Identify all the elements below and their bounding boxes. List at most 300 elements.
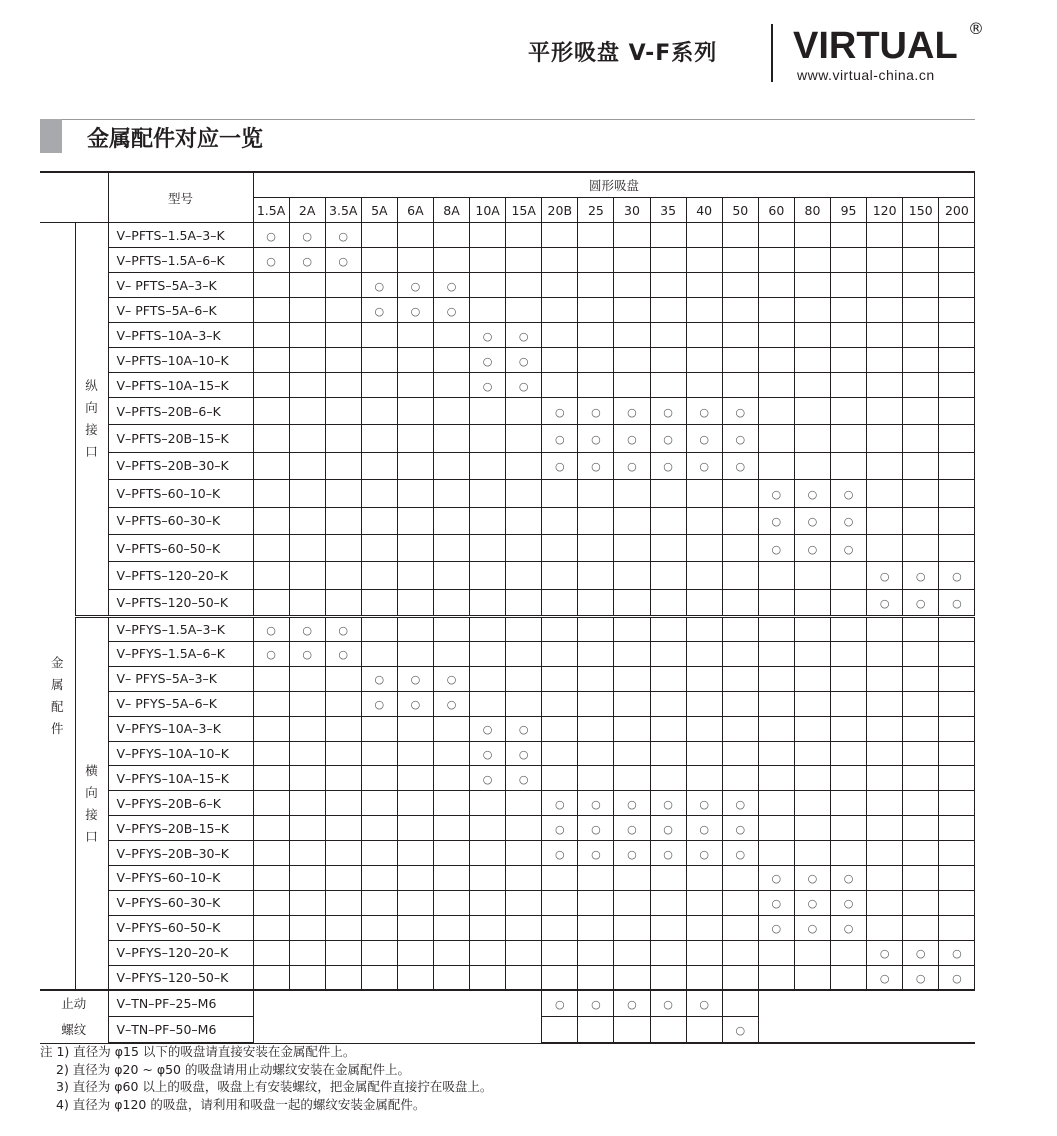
compat-cell xyxy=(542,890,578,915)
compat-cell xyxy=(650,965,686,990)
compat-cell xyxy=(506,666,542,691)
compat-cell xyxy=(831,890,867,915)
compat-cell xyxy=(289,223,325,248)
compat-cell xyxy=(722,791,758,816)
compat-cell xyxy=(289,791,325,816)
compat-cell xyxy=(253,965,289,990)
compat-cell xyxy=(758,425,794,452)
compatible-mark-icon: ○ xyxy=(554,797,565,811)
compat-cell xyxy=(794,348,830,373)
compat-cell xyxy=(831,562,867,589)
compat-cell xyxy=(903,562,939,589)
compat-cell xyxy=(397,589,433,616)
compat-cell xyxy=(361,273,397,298)
compat-cell xyxy=(433,866,469,891)
compat-cell xyxy=(361,915,397,940)
compat-cell xyxy=(253,507,289,534)
compat-cell xyxy=(614,766,650,791)
compat-cell xyxy=(325,791,361,816)
compat-cell xyxy=(867,965,903,990)
model-cell: V– PFTS–5A–6–K xyxy=(108,298,253,323)
compatible-mark-icon: ○ xyxy=(843,922,854,936)
compat-cell xyxy=(903,741,939,766)
compat-cell xyxy=(903,348,939,373)
compatible-mark-icon: ○ xyxy=(302,229,312,243)
compatible-mark-icon: ○ xyxy=(807,542,818,556)
header-row xyxy=(40,172,975,198)
compatible-mark-icon: ○ xyxy=(591,433,601,447)
compat-cell xyxy=(903,373,939,398)
compat-cell xyxy=(578,741,614,766)
compat-cell xyxy=(433,617,469,642)
compatible-mark-icon: ○ xyxy=(663,998,673,1012)
compat-cell xyxy=(253,816,289,841)
compat-cell xyxy=(397,373,433,398)
table-row xyxy=(40,940,975,965)
compatible-mark-icon: ○ xyxy=(482,723,493,737)
compat-cell xyxy=(325,507,361,534)
compat-cell xyxy=(903,890,939,915)
compat-cell xyxy=(325,915,361,940)
compatible-mark-icon: ○ xyxy=(663,405,673,419)
compat-cell xyxy=(867,642,903,667)
compat-cell xyxy=(361,589,397,616)
compat-cell xyxy=(470,791,506,816)
compat-cell xyxy=(722,562,758,589)
subgroup-label xyxy=(75,617,108,990)
compat-cell xyxy=(867,398,903,425)
table-row xyxy=(40,866,975,891)
table-row xyxy=(40,617,975,642)
compat-cell xyxy=(758,562,794,589)
compat-cell xyxy=(433,741,469,766)
compatible-mark-icon: ○ xyxy=(699,433,709,447)
compat-cell xyxy=(397,452,433,479)
table-row xyxy=(40,223,975,248)
compat-cell xyxy=(903,273,939,298)
compat-cell xyxy=(867,373,903,398)
compat-cell xyxy=(650,425,686,452)
compat-cell xyxy=(433,716,469,741)
size-header: 150 xyxy=(903,198,939,223)
compat-cell xyxy=(470,507,506,534)
compat-cell xyxy=(686,398,722,425)
compat-cell xyxy=(542,816,578,841)
compat-cell xyxy=(758,965,794,990)
compatible-mark-icon: ○ xyxy=(410,673,421,687)
table-row xyxy=(40,480,975,507)
compat-cell xyxy=(614,816,650,841)
compat-cell xyxy=(867,589,903,616)
compat-cell xyxy=(470,915,506,940)
compatible-mark-icon: ○ xyxy=(518,723,529,737)
compat-cell xyxy=(722,691,758,716)
compatible-mark-icon: ○ xyxy=(879,570,890,584)
compat-cell xyxy=(253,642,289,667)
compat-cell xyxy=(578,617,614,642)
compat-cell xyxy=(433,273,469,298)
compat-cell xyxy=(433,589,469,616)
compat-cell xyxy=(578,348,614,373)
model-cell: V–PFYS–20B–30–K xyxy=(108,841,253,866)
compat-cell xyxy=(650,298,686,323)
compat-cell xyxy=(614,452,650,479)
compatible-mark-icon: ○ xyxy=(266,254,276,268)
compatible-mark-icon: ○ xyxy=(735,847,746,861)
compat-cell xyxy=(542,741,578,766)
compat-cell xyxy=(253,425,289,452)
compat-cell xyxy=(686,248,722,273)
table-row xyxy=(40,425,975,452)
size-header: 2A xyxy=(289,198,325,223)
compat-cell xyxy=(939,589,975,616)
compat-cell xyxy=(686,507,722,534)
compat-cell xyxy=(361,248,397,273)
compatible-mark-icon: ○ xyxy=(735,433,746,447)
compat-cell xyxy=(325,866,361,891)
compat-cell xyxy=(867,323,903,348)
table-row xyxy=(40,273,975,298)
compatible-mark-icon: ○ xyxy=(591,797,601,811)
compat-cell xyxy=(903,666,939,691)
compatible-mark-icon: ○ xyxy=(843,487,854,501)
compat-cell xyxy=(722,589,758,616)
compat-cell xyxy=(867,480,903,507)
compat-cell xyxy=(867,816,903,841)
compat-cell xyxy=(325,965,361,990)
compat-cell xyxy=(361,425,397,452)
compat-cell xyxy=(903,940,939,965)
compat-cell xyxy=(542,562,578,589)
compat-cell xyxy=(253,480,289,507)
compat-cell xyxy=(650,398,686,425)
compat-cell xyxy=(939,480,975,507)
compat-cell xyxy=(397,425,433,452)
compat-cell xyxy=(470,223,506,248)
compat-cell xyxy=(325,766,361,791)
compat-cell xyxy=(253,691,289,716)
compat-cell xyxy=(686,373,722,398)
compat-cell xyxy=(722,816,758,841)
compatible-mark-icon: ○ xyxy=(482,748,493,762)
compat-cell xyxy=(614,223,650,248)
compat-cell xyxy=(758,617,794,642)
compat-cell xyxy=(289,398,325,425)
cup-header: 圆形吸盘 xyxy=(253,172,975,198)
compat-cell xyxy=(939,534,975,561)
compat-cell xyxy=(542,373,578,398)
compat-cell xyxy=(686,562,722,589)
compat-cell xyxy=(397,816,433,841)
compat-cell xyxy=(867,940,903,965)
compat-cell xyxy=(650,323,686,348)
compatible-mark-icon: ○ xyxy=(266,624,276,638)
compatible-mark-icon: ○ xyxy=(446,304,457,318)
compat-cell xyxy=(614,1017,650,1044)
compat-cell xyxy=(867,507,903,534)
size-header: 6A xyxy=(397,198,433,223)
compat-cell xyxy=(758,348,794,373)
subgroup-label-text: 纵向接口 xyxy=(85,378,98,460)
compatible-mark-icon: ○ xyxy=(302,624,312,638)
compat-cell xyxy=(686,223,722,248)
compat-cell xyxy=(578,890,614,915)
table-row xyxy=(40,791,975,816)
compat-cell xyxy=(433,398,469,425)
compat-cell xyxy=(433,425,469,452)
compat-cell xyxy=(686,766,722,791)
compat-cell xyxy=(578,480,614,507)
compat-cell xyxy=(867,666,903,691)
model-cell: V– PFYS–5A–6–K xyxy=(108,691,253,716)
compat-cell xyxy=(794,841,830,866)
compat-cell xyxy=(470,348,506,373)
model-cell: V–PFTS–1.5A–3–K xyxy=(108,223,253,248)
compat-cell xyxy=(542,348,578,373)
compat-cell xyxy=(289,480,325,507)
compat-cell xyxy=(433,507,469,534)
compat-cell xyxy=(578,915,614,940)
compat-cell xyxy=(614,890,650,915)
section-title: 金属配件对应一览 xyxy=(87,127,264,152)
compat-cell xyxy=(722,323,758,348)
compat-cell xyxy=(686,480,722,507)
compat-cell xyxy=(614,965,650,990)
compat-cell xyxy=(433,323,469,348)
compat-cell xyxy=(578,425,614,452)
compat-cell xyxy=(433,890,469,915)
compat-cell xyxy=(470,617,506,642)
compat-cell xyxy=(506,348,542,373)
compat-cell xyxy=(686,425,722,452)
compat-cell xyxy=(758,741,794,766)
compat-cell xyxy=(578,691,614,716)
compat-cell xyxy=(433,816,469,841)
compat-cell xyxy=(361,841,397,866)
compat-cell xyxy=(470,642,506,667)
compat-cell xyxy=(794,589,830,616)
compat-cell xyxy=(867,298,903,323)
compat-cell xyxy=(289,716,325,741)
compat-cell xyxy=(542,915,578,940)
header-divider xyxy=(771,24,773,82)
compat-cell xyxy=(831,452,867,479)
compat-cell xyxy=(325,480,361,507)
compat-cell xyxy=(650,452,686,479)
compat-cell xyxy=(614,990,650,1017)
compat-cell xyxy=(722,965,758,990)
model-cell: V–PFTS–10A–10–K xyxy=(108,348,253,373)
compatible-mark-icon: ○ xyxy=(591,822,601,836)
compat-cell xyxy=(614,323,650,348)
table-row xyxy=(40,841,975,866)
compat-cell xyxy=(939,398,975,425)
compat-cell xyxy=(758,223,794,248)
compat-cell xyxy=(614,741,650,766)
compat-cell xyxy=(542,691,578,716)
compat-cell xyxy=(939,841,975,866)
compat-cell xyxy=(831,766,867,791)
compat-cell xyxy=(831,534,867,561)
compat-cell xyxy=(361,766,397,791)
compat-cell xyxy=(614,940,650,965)
compat-cell xyxy=(433,915,469,940)
compat-cell xyxy=(397,298,433,323)
compat-cell xyxy=(506,841,542,866)
compatible-mark-icon: ○ xyxy=(266,648,276,662)
compat-cell xyxy=(758,507,794,534)
compat-cell xyxy=(253,398,289,425)
compatible-mark-icon: ○ xyxy=(771,922,782,936)
compat-cell xyxy=(433,348,469,373)
compat-cell xyxy=(433,791,469,816)
compatible-mark-icon: ○ xyxy=(699,797,709,811)
compat-cell xyxy=(831,348,867,373)
compatible-mark-icon: ○ xyxy=(554,998,565,1012)
compat-cell xyxy=(831,480,867,507)
size-header: 95 xyxy=(831,198,867,223)
compat-cell xyxy=(939,940,975,965)
compat-cell xyxy=(506,866,542,891)
compatible-mark-icon: ○ xyxy=(446,673,457,687)
table-row xyxy=(40,562,975,589)
compatible-mark-icon: ○ xyxy=(807,922,818,936)
size-header: 8A xyxy=(433,198,469,223)
compat-cell xyxy=(578,562,614,589)
compat-cell xyxy=(397,965,433,990)
compat-cell xyxy=(506,223,542,248)
compat-cell xyxy=(397,691,433,716)
compat-cell xyxy=(794,323,830,348)
compat-cell xyxy=(506,323,542,348)
compat-cell xyxy=(578,1017,614,1044)
compatible-mark-icon: ○ xyxy=(554,405,565,419)
size-header: 20B xyxy=(542,198,578,223)
compat-cell xyxy=(614,480,650,507)
compatible-mark-icon: ○ xyxy=(915,947,926,961)
compat-cell xyxy=(614,791,650,816)
compatible-mark-icon: ○ xyxy=(591,405,601,419)
compat-cell xyxy=(686,642,722,667)
compat-cell xyxy=(614,348,650,373)
compat-cell xyxy=(506,816,542,841)
compat-cell xyxy=(722,348,758,373)
compat-cell xyxy=(722,273,758,298)
compat-cell xyxy=(470,273,506,298)
compat-cell xyxy=(578,534,614,561)
compat-cell xyxy=(831,273,867,298)
compatible-mark-icon: ○ xyxy=(302,254,312,268)
compat-cell xyxy=(831,617,867,642)
compat-cell xyxy=(650,348,686,373)
model-cell: V–PFTS–60–10–K xyxy=(108,480,253,507)
compatible-mark-icon: ○ xyxy=(952,596,962,610)
compat-cell xyxy=(325,425,361,452)
compatible-mark-icon: ○ xyxy=(952,570,962,584)
note-3: 3) 直径为 φ60 以上的吸盘，吸盘上有安装螺纹，把金属配件直接拧在吸盘上。 xyxy=(56,1079,493,1094)
compat-cell xyxy=(325,452,361,479)
model-cell: V–PFYS–10A–10–K xyxy=(108,741,253,766)
compat-cell xyxy=(831,248,867,273)
compat-cell xyxy=(758,323,794,348)
compat-cell xyxy=(650,841,686,866)
compat-cell xyxy=(397,890,433,915)
compat-cell xyxy=(253,766,289,791)
compat-cell xyxy=(361,716,397,741)
compat-cell xyxy=(903,915,939,940)
compat-cell xyxy=(325,741,361,766)
compat-cell xyxy=(578,940,614,965)
compat-cell xyxy=(903,965,939,990)
compat-cell xyxy=(650,816,686,841)
compat-cell xyxy=(542,766,578,791)
compatible-mark-icon: ○ xyxy=(627,460,637,474)
compat-cell xyxy=(470,741,506,766)
compat-cell xyxy=(253,273,289,298)
compat-cell xyxy=(939,452,975,479)
compat-cell xyxy=(542,617,578,642)
compat-cell xyxy=(614,866,650,891)
compat-cell xyxy=(253,841,289,866)
compat-cell xyxy=(325,589,361,616)
table-row xyxy=(40,990,975,1017)
compat-cell xyxy=(794,534,830,561)
compat-cell xyxy=(253,534,289,561)
compat-cell xyxy=(903,398,939,425)
compatible-mark-icon: ○ xyxy=(843,897,854,911)
section-rule xyxy=(40,119,975,120)
compat-cell xyxy=(361,348,397,373)
compatible-mark-icon: ○ xyxy=(338,229,349,243)
compatible-mark-icon: ○ xyxy=(374,698,385,712)
compat-cell xyxy=(722,666,758,691)
compat-cell xyxy=(614,373,650,398)
compat-cell xyxy=(867,562,903,589)
compat-cell xyxy=(542,507,578,534)
compat-cell xyxy=(433,480,469,507)
compat-cell xyxy=(470,666,506,691)
compatible-mark-icon: ○ xyxy=(482,772,493,786)
compatible-mark-icon: ○ xyxy=(843,542,854,556)
compat-cell xyxy=(614,298,650,323)
compat-cell xyxy=(614,589,650,616)
compat-cell xyxy=(542,1017,578,1044)
model-cell: V–PFTS–20B–30–K xyxy=(108,452,253,479)
compat-cell xyxy=(867,866,903,891)
compat-cell xyxy=(794,507,830,534)
compat-cell xyxy=(650,273,686,298)
compat-cell xyxy=(506,480,542,507)
compat-cell xyxy=(903,223,939,248)
compat-cell xyxy=(578,248,614,273)
compat-cell xyxy=(506,452,542,479)
compat-cell xyxy=(939,716,975,741)
compat-cell xyxy=(289,273,325,298)
compat-cell xyxy=(831,373,867,398)
compat-cell xyxy=(722,425,758,452)
compat-cell xyxy=(939,666,975,691)
compat-cell xyxy=(253,298,289,323)
compat-cell xyxy=(542,425,578,452)
compat-cell xyxy=(506,298,542,323)
compatible-mark-icon: ○ xyxy=(952,971,962,985)
compat-cell xyxy=(578,642,614,667)
compat-cell xyxy=(614,841,650,866)
compat-cell xyxy=(397,480,433,507)
compat-cell xyxy=(325,691,361,716)
compat-cell xyxy=(253,741,289,766)
compat-cell xyxy=(578,298,614,323)
